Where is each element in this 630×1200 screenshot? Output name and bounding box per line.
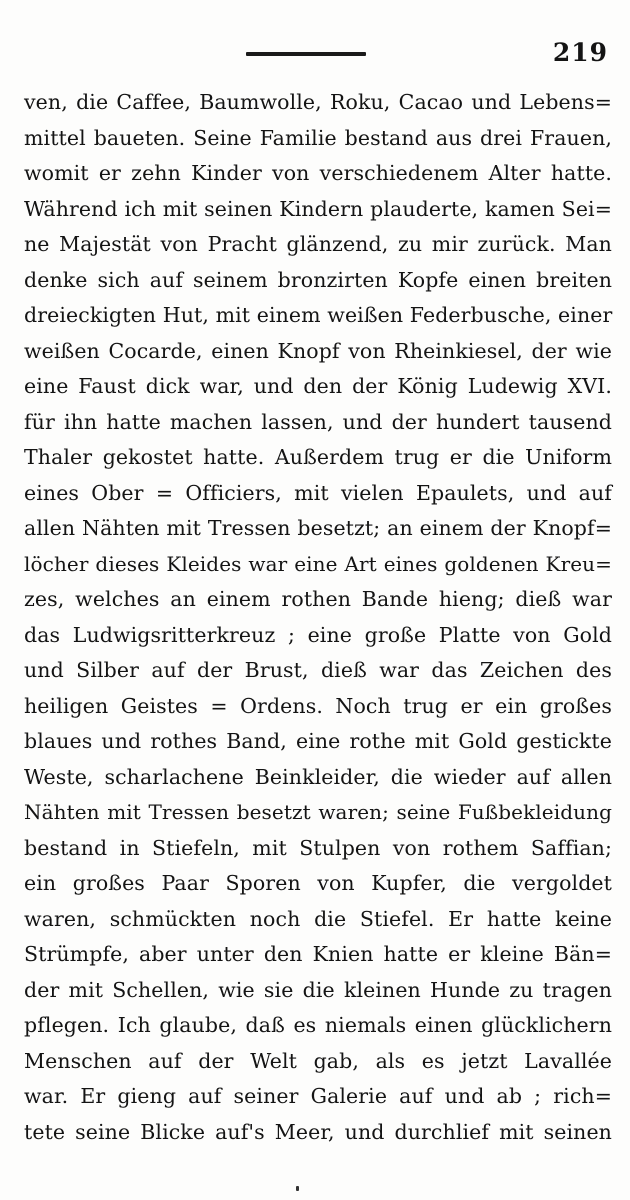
footer-mark — [296, 1186, 299, 1191]
text-line: Strümpfe, aber unter den Knien hatte er kleine Bän= — [24, 942, 612, 966]
text-line: und Silber auf der Brust, dieß war das Zeichen des — [24, 658, 612, 682]
text-line: Nähten mit Tressen besetzt waren; seine Fußbekleidung — [24, 800, 612, 824]
text-line: tete seine Blicke auf's Meer, und durchlief mit seinen — [24, 1119, 612, 1144]
text-line: Weste, scharlachene Beinkleider, die wieder auf allen — [24, 764, 612, 789]
text-line: das Ludwigsritterkreuz ; eine große Platte von Gold — [24, 622, 612, 647]
text-line: bestand in Stiefeln, mit Stulpen von rothem Saffian; — [24, 835, 612, 860]
text-line: Während ich mit seinen Kindern plauderte, kamen Sei= — [24, 196, 612, 221]
text-line: der mit Schellen, wie sie die kleinen Hunde zu tragen — [24, 977, 612, 1002]
text-line: waren, schmückten noch die Stiefel. Er hatte keine — [24, 906, 612, 931]
text-line: Menschen auf der Welt gab, als es jetzt Lavallée — [24, 1048, 612, 1073]
text-line: Thaler gekostet hatte. Außerdem trug er die Uniform — [24, 445, 612, 469]
text-line: denke sich auf seinem bronzirten Kopfe einen breiten — [24, 267, 612, 292]
text-line: blaues und rothes Band, eine rothe mit Gold gestickte — [24, 729, 612, 753]
text-line: ven, die Caffee, Baumwolle, Roku, Cacao und Lebens= — [24, 90, 612, 114]
text-line: für ihn hatte machen lassen, und der hundert tausend — [24, 409, 612, 434]
header-rule — [246, 52, 366, 56]
text-line: zes, welches an einem rothen Bande hieng; dieß war — [24, 587, 612, 611]
text-line: ein großes Paar Sporen von Kupfer, die vergoldet — [24, 871, 612, 895]
text-line: mittel baueten. Seine Familie bestand aus drei Frauen, — [24, 125, 612, 150]
body-text — [24, 85, 612, 1150]
text-line: allen Nähten mit Tressen besetzt; an einem der Knopf= — [24, 516, 612, 540]
text-line: womit er zehn Kinder von verschiedenem Alter hatte. — [24, 161, 612, 185]
text-line: dreieckigten Hut, mit einem weißen Federbusche, einer — [24, 303, 613, 327]
page-number: 219 — [552, 38, 608, 67]
text-line: weißen Cocarde, einen Knopf von Rheinkiesel, der wie — [24, 338, 612, 363]
text-line: löcher dieses Kleides war eine Art eines goldenen Kreu= — [24, 551, 612, 576]
text-line: eine Faust dick war, und den der König Ludewig XVI. — [24, 374, 612, 398]
text-line: heiligen Geistes = Ordens. Noch trug er ein großes — [24, 693, 612, 718]
text-line: pflegen. Ich glaube, daß es niemals einen glücklichern — [24, 1013, 612, 1037]
text-line: ne Majestät von Pracht glänzend, zu mir zurück. Man — [24, 232, 612, 256]
text-line: war. Er gieng auf seiner Galerie auf und ab ; rich= — [24, 1084, 612, 1108]
text-line: eines Ober = Officiers, mit vielen Epaulets, und auf — [24, 480, 612, 505]
